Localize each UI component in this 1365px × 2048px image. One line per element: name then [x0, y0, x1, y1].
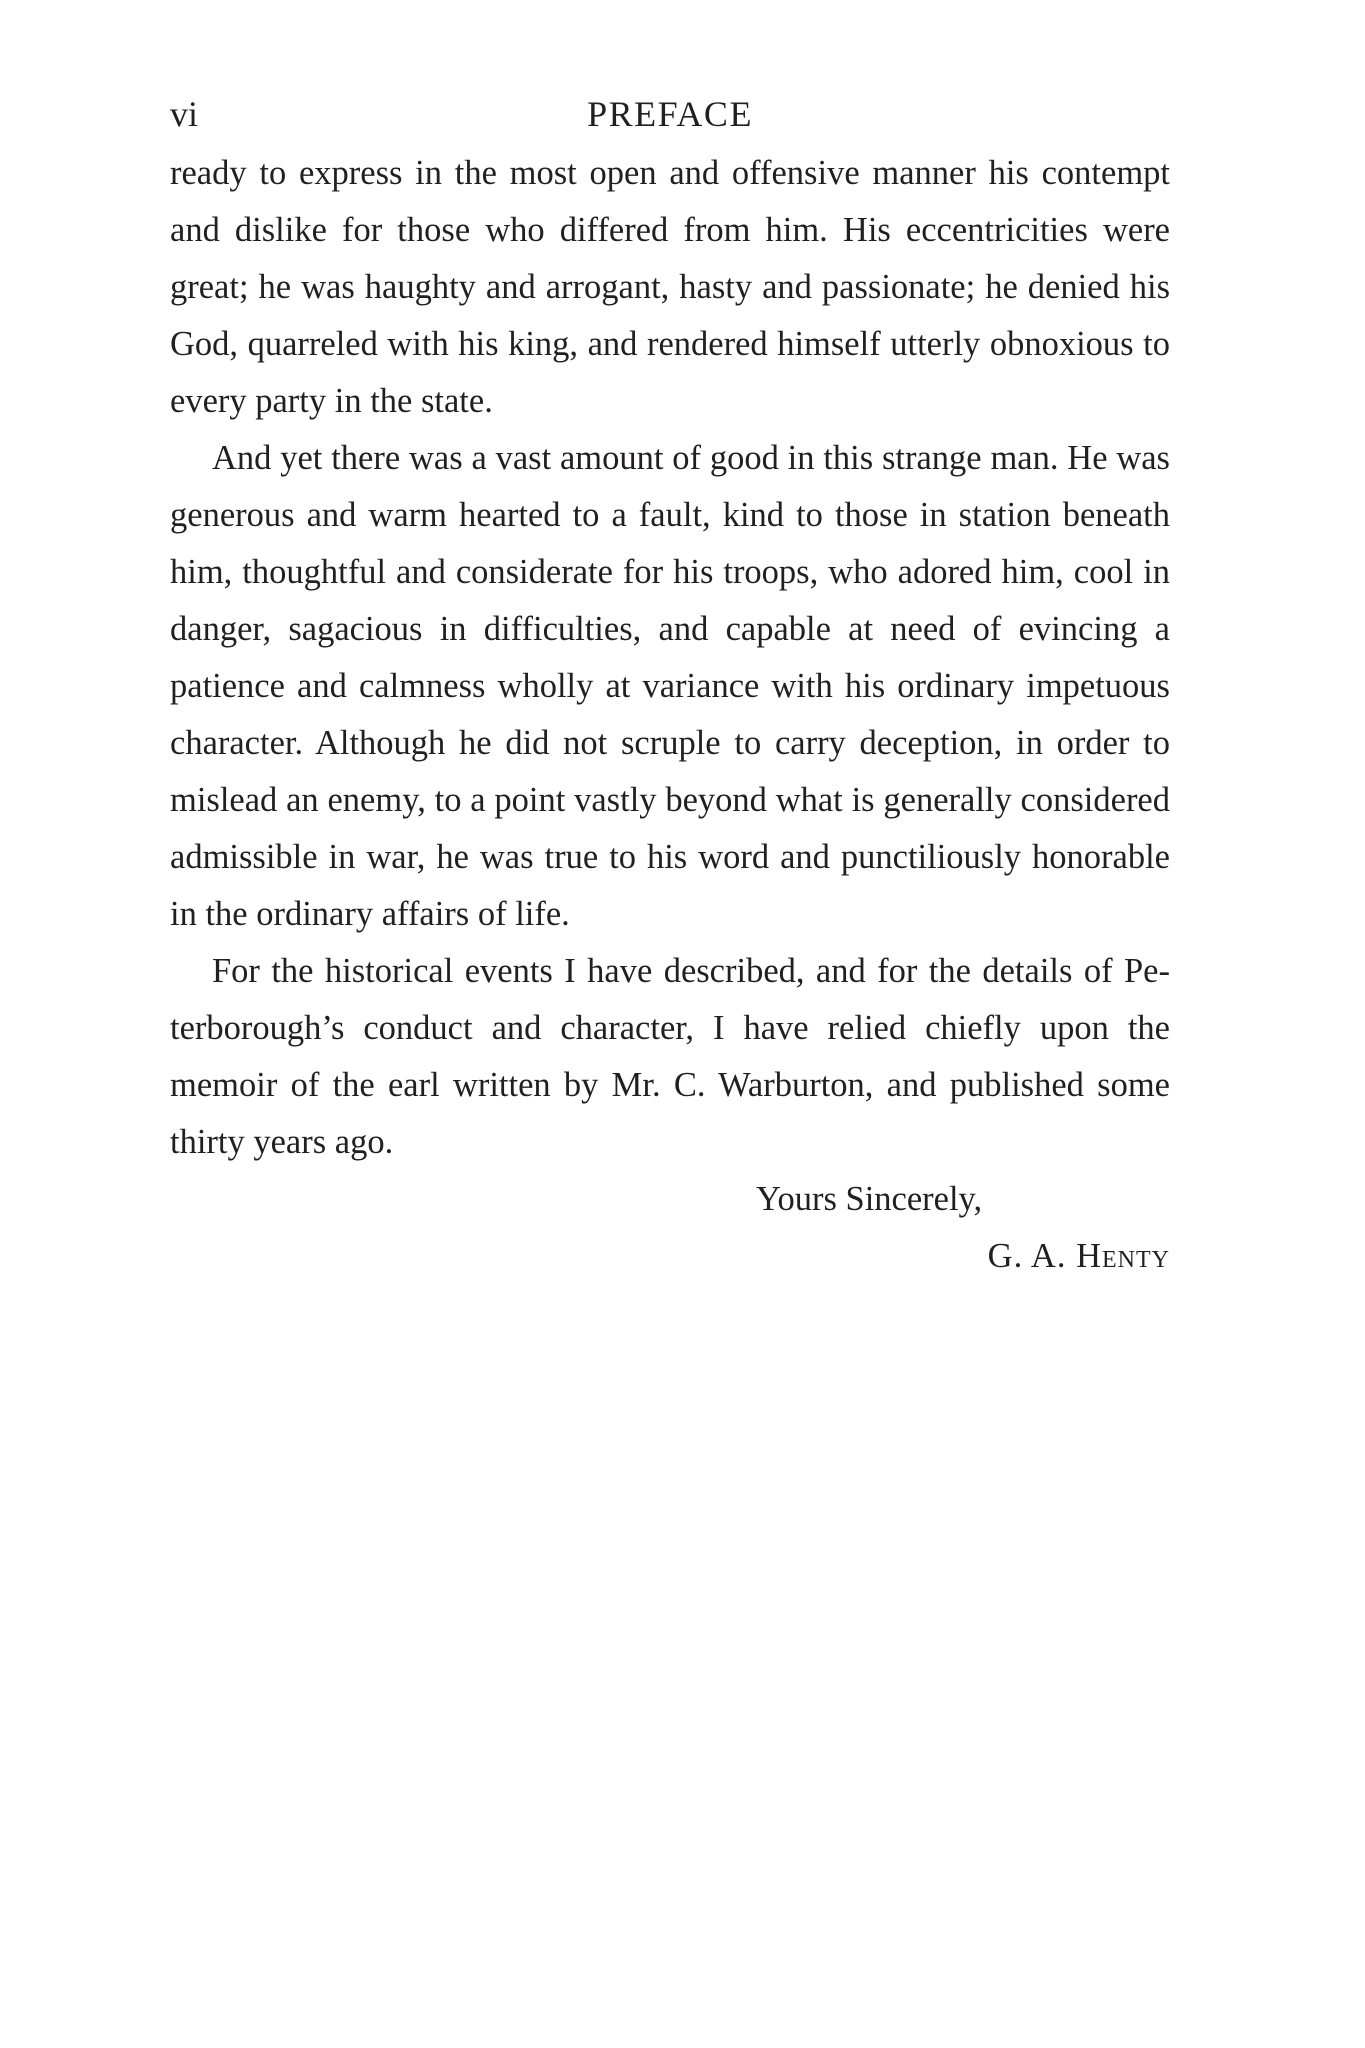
paragraph-3: For the historical events I have described, and for the details of Peterborough’s conduct and character, I have relied chiefly upon the memoir of the earl written by Mr. C. Warburton, and published some thirty years ago. [170, 952, 1170, 1161]
page-number: vi [170, 94, 199, 134]
running-title: PREFACE [587, 94, 753, 134]
paragraph-1: ready to express in the most open and offensive manner his contempt and dislike for those who differed from him. His eccentricities were great; he was haughty and arrogant, hasty and passionate; he denied his God, quarreled with his king, and rendered himself utterly obnoxious to every party in the state. [170, 154, 1170, 420]
closing-block [170, 1171, 1170, 1285]
book-page [170, 88, 1170, 1285]
author-signature: G. A. Henty [987, 1237, 1170, 1275]
salutation: Yours Sincerely, [756, 1180, 983, 1218]
running-head [170, 88, 1170, 140]
body-text [170, 145, 1170, 1171]
paragraph-2: And yet there was a vast amount of good in this strange man. He was generous and warm hearted to a fault, kind to those in station beneath him, thoughtful and considerate for his troops, who adored him, cool in danger, sagacious in difficulties, and capable at need of evincing a patience and calmness wholly at variance with his ordinary impetuous character. Although he did not scruple to carry deception, in order to mislead an enemy, to a point vastly beyond what is generally considered admissible in war, he was true to his word and punctiliously honorable in the ordinary affairs of life. [170, 439, 1170, 933]
